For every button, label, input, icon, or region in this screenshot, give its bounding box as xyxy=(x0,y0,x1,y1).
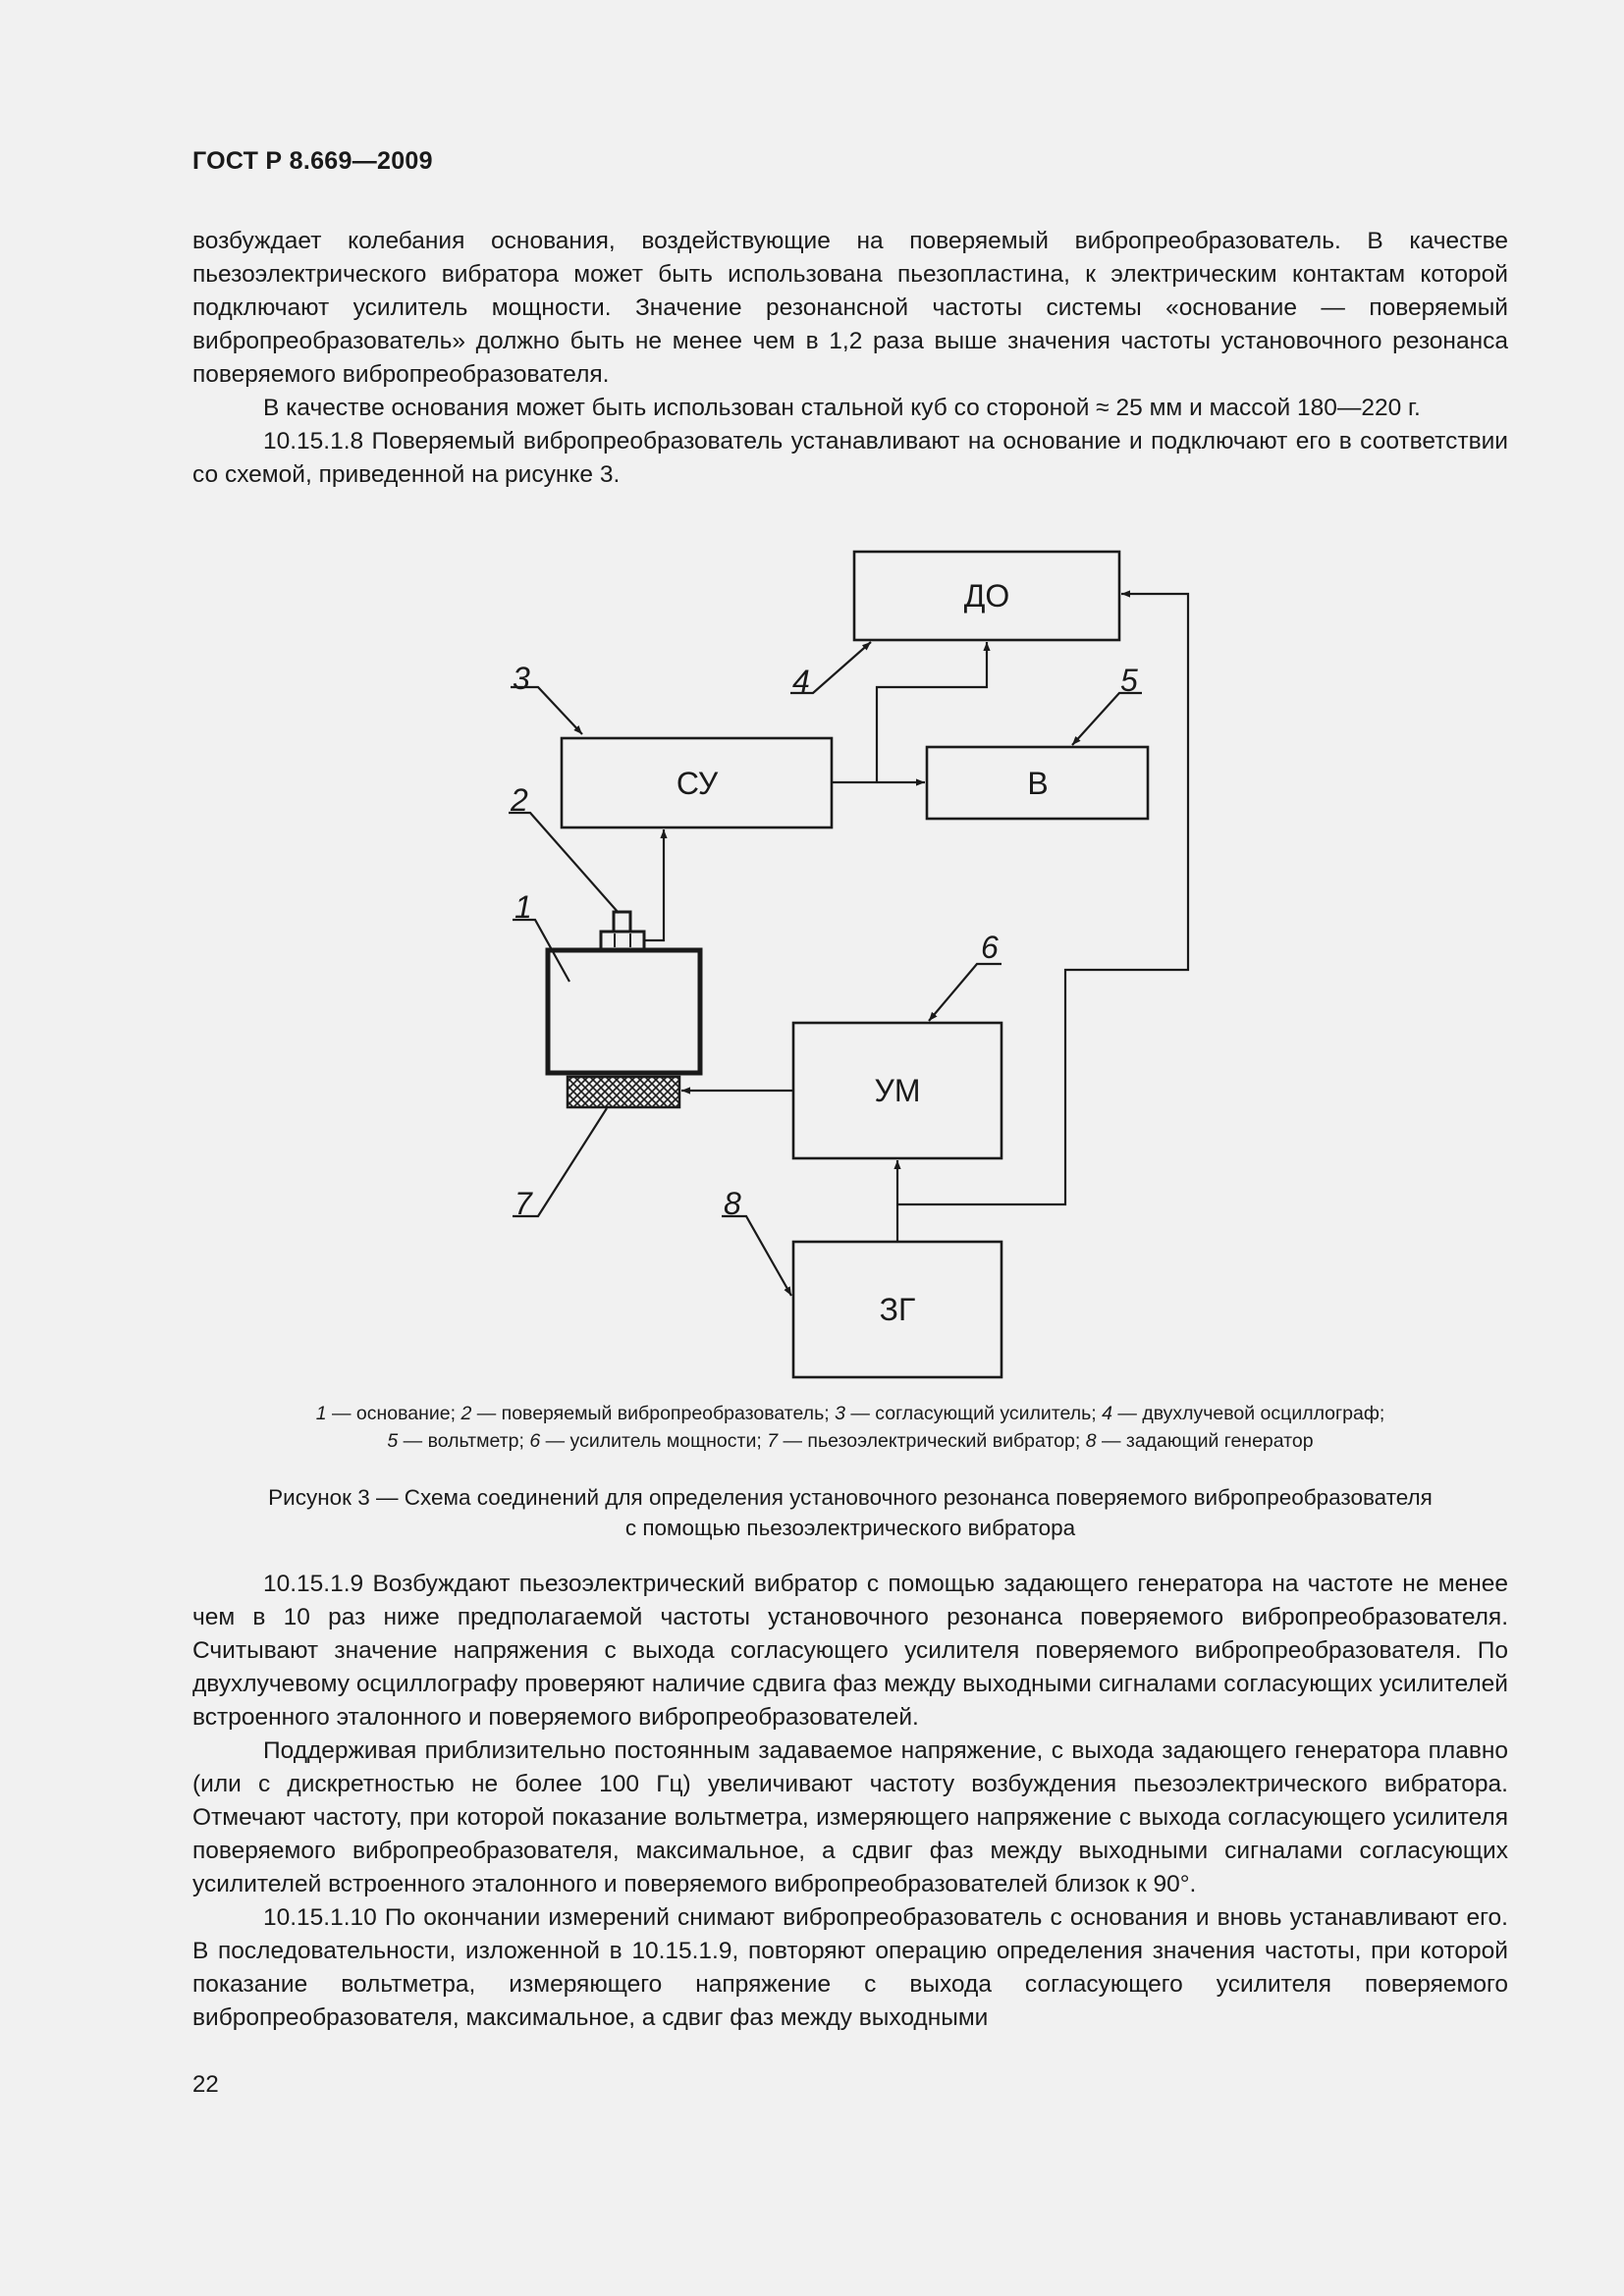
callout-4: 4 xyxy=(792,664,810,699)
block-zg-label: ЗГ xyxy=(879,1292,916,1327)
paragraph: В качестве основания может быть использован стальной куб со стороной ≈ 25 мм и массой 180—220 г. xyxy=(263,395,1421,421)
transducer-body xyxy=(601,932,644,949)
caption-line-2: с помощью пьезоэлектрического вибратора xyxy=(624,1516,1076,1540)
paragraph: 10.15.1.10 По окончании измерений снимают вибропреобразователь с основания и вновь устанавливают его. В последовательности, изложенной в 10.15.1.9, повторяют операцию определения значения частоты, при которой показание вольтметра, измеряющего напряжение с выхода согласующего усилителя поверяемого вибропреобразователя, максимальное, а сдвиг фаз между выходными xyxy=(192,1904,1508,2031)
callout-7: 7 xyxy=(514,1186,532,1221)
wire-transducer-su xyxy=(644,829,664,940)
legend-line-1: 1 — основание; 2 — поверяемый вибропреобразователь; 3 — согласующий усилитель; 4 — двухлучевой осциллограф; xyxy=(315,1403,1385,1424)
caption-line-1: Рисунок 3 — Схема соединений для определения установочного резонанса поверяемого вибропреобразователя xyxy=(268,1485,1433,1510)
legend-line-2: 5 — вольтметр; 6 — усилитель мощности; 7 — пьезоэлектрический вибратор; 8 — задающий генератор xyxy=(387,1430,1314,1452)
leader-5 xyxy=(1072,693,1142,745)
text-block-bottom xyxy=(192,1568,1508,2035)
callout-6: 6 xyxy=(981,930,999,965)
callout-2: 2 xyxy=(511,782,528,818)
piezo-vibrator xyxy=(568,1077,679,1107)
base-block xyxy=(548,950,700,1073)
block-um-label: УМ xyxy=(874,1073,921,1108)
block-v-label: В xyxy=(1027,766,1049,801)
paragraph: 10.15.1.8 Поверяемый вибропреобразователь устанавливают на основание и подключают его в соответствии со схемой, приведенной на рисунке 3. xyxy=(192,428,1508,488)
paragraph: Поддерживая приблизительно постоянным задаваемое напряжение, с выхода задающего генератора плавно (или с дискретностью не более 100 Гц) увеличивают частоту возбуждения пьезоэлектрического вибратора. Отмечают частоту, при которой показание вольтметра, измеряющего напряжение с выхода согласующего усилителя поверяемого вибропреобразователя, максимальное, а сдвиг фаз между выходными сигналами согласующих усилителей встроенного эталонного и поверяемого вибропреобразователей близок к 90°. xyxy=(192,1737,1508,1897)
wire-su-do xyxy=(877,642,987,782)
figure-caption xyxy=(192,1482,1508,1543)
block-do-label: ДО xyxy=(963,578,1010,614)
callout-3: 3 xyxy=(513,661,530,696)
figure-legend xyxy=(192,1400,1508,1455)
paragraph: возбуждает колебания основания, воздействующие на поверяемый вибропреобразователь. В качестве пьезоэлектрического вибратора может быть использована пьезопластина, к электрическим контактам которой подключают усилитель мощности. Значение резонансной частоты системы «основание — поверяемый вибропреобразователь» должно быть не менее чем в 1,2 раза выше значения частоты установочного резонанса поверяемого вибропреобразователя. xyxy=(192,228,1508,388)
block-su-label: СУ xyxy=(676,766,719,801)
document-header: ГОСТ Р 8.669—2009 xyxy=(192,147,433,175)
callout-5: 5 xyxy=(1120,663,1138,698)
callout-1: 1 xyxy=(514,889,532,925)
wire-zg-do xyxy=(897,594,1188,1204)
paragraph: 10.15.1.9 Возбуждают пьезоэлектрический вибратор с помощью задающего генератора на частоте не менее чем в 10 раз ниже предполагаемой частоты установочного резонанса поверяемого вибропреобразователя. Считывают значение напряжения с выхода согласующего усилителя поверяемого вибропреобразователя. По двухлучевому осциллографу проверяют наличие сдвига фаз между выходными сигналами согласующих усилителей встроенного эталонного и поверяемого вибропреобразователей. xyxy=(192,1571,1508,1731)
leader-8 xyxy=(722,1216,791,1296)
page-number: 22 xyxy=(192,2071,219,2098)
leader-6 xyxy=(929,964,1001,1021)
transducer-top xyxy=(614,912,630,932)
callout-8: 8 xyxy=(724,1186,741,1221)
